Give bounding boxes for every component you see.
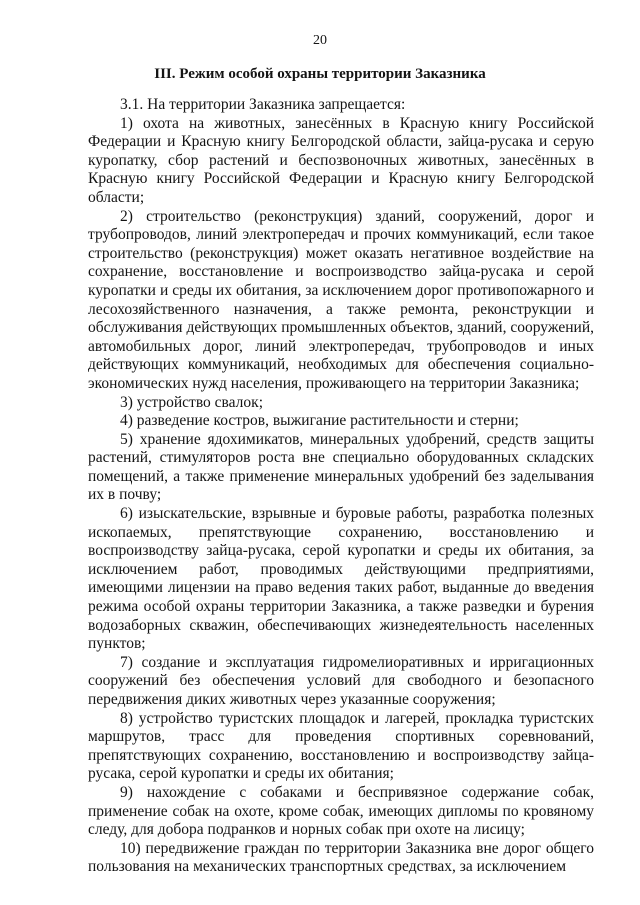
- list-item: 6) изыскательские, взрывные и буровые работы, разработка полезных ископаемых, препятствующие сохранению, восстановлению и воспроизводству зайца-русака, серой куропатки и среды их обитания, за исключением работ, проводимых действующими предприятиями, имеющими лицензии на право ведения таких работ, выданные до введения режима особой охраны территории Заказника, а также разведки и бурения водозаборных скважин, обеспечивающих жизнедеятельность населенных пунктов;: [88, 505, 594, 653]
- list-item: 5) хранение ядохимикатов, минеральных удобрений, средств защиты растений, стимуляторов роста вне специально оборудованных складских помещений, а также применение минеральных удобрений без заделывания их в почву;: [88, 430, 594, 504]
- list-item: 9) нахождение с собаками и беспривязное содержание собак, применение собак на охоте, кроме собак, имеющих дипломы по кровяному следу, для добора подранков и норных собак при охоте на лисицу;: [88, 783, 594, 839]
- list-item: 2) строительство (реконструкция) зданий, сооружений, дорог и трубопроводов, линий электропередач и прочих коммуникаций, если такое строительство (реконструкция) может оказать негативное воздействие на сохранение, восстановление и воспроизводство зайца-русака и серой куропатки и среды их обитания, за исключением дорог противопожарного и лесохозяйственного назначения, а также ремонта, реконструкции и обслуживания действующих промышленных объектов, зданий, сооружений, автомобильных дорог, линий электропередач, трубопроводов и иных действующих коммуникаций, необходимых для обеспечения социально-экономических нужд населения, проживающего на территории Заказника;: [88, 207, 594, 392]
- intro-paragraph: 3.1. На территории Заказника запрещается:: [120, 96, 406, 113]
- list-item: 10) передвижение граждан по территории Заказника вне дорог общего пользования на механических транспортных средствах, за исключением: [88, 839, 594, 876]
- page-number: 20: [313, 33, 327, 48]
- list-item: 3) устройство свалок;: [120, 393, 263, 411]
- list-item: 7) создание и эксплуатация гидромелиоративных и ирригационных сооружений без обеспечения условий для свободного и безопасного передвижения диких животных через указанные сооружения;: [88, 653, 594, 708]
- section-title: III. Режим особой охраны территории Заказника: [154, 66, 486, 82]
- list-item: 4) разведение костров, выжигание растительности и стерни;: [120, 412, 519, 430]
- list-item: 8) устройство туристских площадок и лагерей, прокладка туристских маршрутов, трасс для проведения спортивных соревнований, препятствующих сохранению, восстановлению и воспроизводству зайца-русака, серой куропатки и среды их обитания;: [88, 709, 594, 783]
- list-item: 1) охота на животных, занесённых в Красную книгу Российской Федерации и Красную книгу Белгородской области, зайца-русака и серую куропатку, сбор растений и беспозвоночных животных, занесённых в Красную книгу Российской Федерации и Красную книгу Белгородской области;: [88, 114, 594, 206]
- document-body: [88, 96, 594, 877]
